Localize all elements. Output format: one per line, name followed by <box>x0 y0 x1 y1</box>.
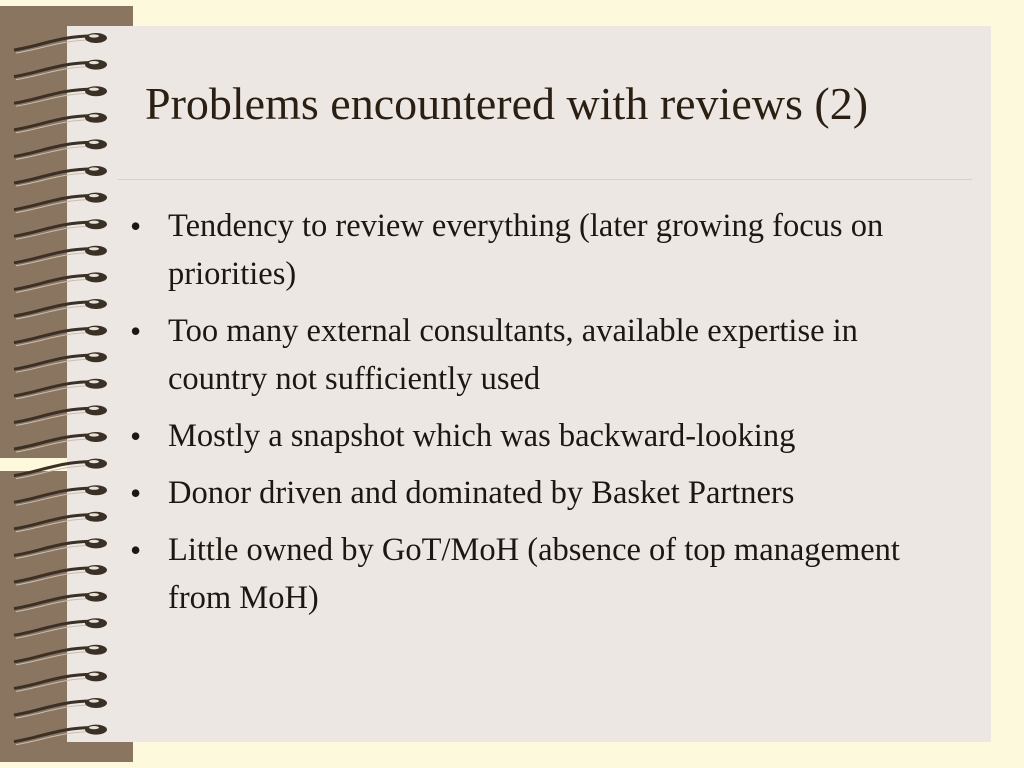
spiral-ring-icon <box>14 512 107 532</box>
bullet-item <box>126 526 956 622</box>
spiral-ring-icon <box>14 671 107 691</box>
spiral-ring-icon <box>14 166 107 186</box>
spiral-ring-icon <box>14 219 107 239</box>
spiral-ring-icon <box>14 538 107 558</box>
spiral-ring-icon <box>14 459 107 479</box>
spiral-ring-icon <box>14 113 107 133</box>
bullet-text: Tendency to review everything (later growing focus on priorities) <box>168 208 884 292</box>
spiral-ring-icon <box>14 432 107 452</box>
spiral-ring-icon <box>14 698 107 718</box>
spiral-ring-icon <box>14 60 107 80</box>
spiral-ring-icon <box>14 405 107 425</box>
bullet-text: Donor driven and dominated by Basket Partners <box>168 475 795 511</box>
spiral-ring-icon <box>14 299 107 319</box>
bullet-item <box>126 412 956 460</box>
spiral-ring-icon <box>14 379 107 399</box>
bullet-item <box>126 307 956 403</box>
spiral-ring-icon <box>14 592 107 612</box>
bullet-marker: • <box>130 532 142 568</box>
slide-title: Problems encountered with reviews (2) <box>145 78 869 129</box>
spiral-ring-icon <box>14 352 107 372</box>
spiral-ring-icon <box>14 86 107 106</box>
spiral-ring-icon <box>14 618 107 638</box>
spiral-ring-icon <box>14 645 107 665</box>
spiral-ring-icon <box>14 565 107 585</box>
spiral-binding <box>0 0 133 768</box>
title-divider <box>118 179 972 180</box>
spiral-ring-icon <box>14 326 107 346</box>
spiral-ring-icon <box>14 193 107 213</box>
spiral-ring-icon <box>14 272 107 292</box>
bullet-item <box>126 469 956 517</box>
spiral-ring-icon <box>14 139 107 159</box>
spiral-ring-icon <box>14 246 107 266</box>
bullet-item <box>126 202 956 298</box>
bullet-marker: • <box>130 313 142 349</box>
bullet-list <box>126 202 956 631</box>
bullet-text: Too many external consultants, available expertise in country not sufficiently used <box>168 313 858 397</box>
bullet-marker: • <box>130 475 142 511</box>
spiral-ring-icon <box>14 485 107 505</box>
spiral-ring-icon <box>14 33 107 53</box>
bullet-text: Little owned by GoT/MoH (absence of top management from MoH) <box>168 532 900 616</box>
bullet-text: Mostly a snapshot which was backward-looking <box>168 418 796 454</box>
bullet-marker: • <box>130 208 142 244</box>
spiral-ring-icon <box>14 725 107 745</box>
bullet-marker: • <box>130 418 142 454</box>
